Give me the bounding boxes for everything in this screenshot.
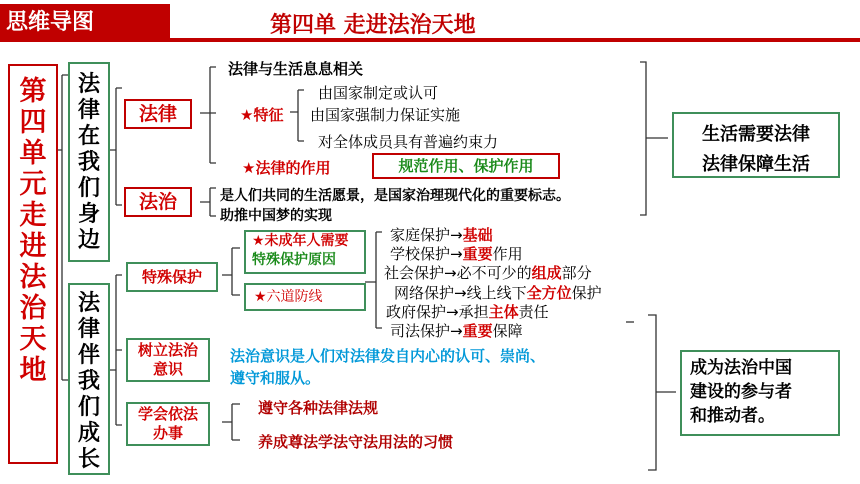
feature-label: ★特征 xyxy=(240,106,284,124)
awareness-label-1: 树立法治 xyxy=(137,341,198,359)
unit-label: 第四单元 走进法治天地 xyxy=(19,76,47,386)
special-reason-box xyxy=(244,230,366,274)
unit-label-box xyxy=(8,64,58,464)
lesson2-label: 法律伴我们成长 xyxy=(77,291,100,472)
awareness-box xyxy=(126,338,210,382)
feature-2: 由国家强制力保证实施 xyxy=(310,106,461,124)
law-role-label: ★法律的作用 xyxy=(242,159,331,177)
protection-line-2: 学校保护→重要作用 xyxy=(390,245,523,263)
lesson1-summary-2: 法律保障生活 xyxy=(702,154,810,175)
law-acts-item-1: 遵守各种法律法规 xyxy=(258,399,379,417)
lesson1-box xyxy=(68,62,110,262)
law-label: 法律 xyxy=(138,103,177,125)
law-role-value: 规范作用、保护作用 xyxy=(398,157,534,175)
law-acts-label-2: 办事 xyxy=(152,424,183,442)
lesson2-summary-3: 和推动者。 xyxy=(690,406,775,426)
awareness-label-2: 意识 xyxy=(152,360,183,378)
page-title: 第四单 走进法治天地 xyxy=(270,13,476,38)
law-acts-item-2: 养成尊法学法守法用法的习惯 xyxy=(258,433,454,451)
law-acts-box xyxy=(126,402,210,446)
lesson1-label: 法律在我们身边 xyxy=(77,72,100,253)
mind-map-tag: 思维导图 xyxy=(0,4,170,42)
awareness-desc-2: 遵守和服从。 xyxy=(230,369,321,387)
rule-box xyxy=(124,187,192,217)
six-lines-box xyxy=(244,283,366,311)
special-reason-2: 特殊保护原因 xyxy=(252,252,336,268)
protection-line-1: 家庭保护→基础 xyxy=(390,226,493,244)
special-box xyxy=(126,262,218,292)
rule-desc-1: 是人们共同的生活愿景，是国家治理现代化的重要标志。 xyxy=(220,188,570,204)
lesson1-summary-box xyxy=(672,112,840,178)
lesson2-box xyxy=(68,283,110,475)
protection-line-6: 司法保护→重要保障 xyxy=(390,322,523,340)
lesson2-summary-1: 成为法治中国 xyxy=(690,358,792,378)
six-lines-label: ★六道防线 xyxy=(254,289,323,305)
rule-desc-2: 助推中国梦的实现 xyxy=(220,208,332,224)
protection-line-3: 社会保护→必不可少的组成部分 xyxy=(384,264,592,282)
law-acts-label-1: 学会依法 xyxy=(137,405,198,423)
law-role-box xyxy=(372,153,560,179)
rule-label: 法治 xyxy=(138,191,177,213)
protection-line-4: 网络保护→线上线下全方位保护 xyxy=(394,284,602,302)
lesson1-summary-1: 生活需要法律 xyxy=(702,124,810,145)
protection-line-5: 政府保护→承担主体责任 xyxy=(386,303,549,321)
lesson2-summary-2: 建设的参与者 xyxy=(690,382,792,402)
feature-3: 对全体成员具有普遍约束力 xyxy=(318,133,499,151)
special-label: 特殊保护 xyxy=(141,268,202,286)
lesson2-summary-box xyxy=(680,350,840,436)
feature-1: 由国家制定或认可 xyxy=(318,84,439,102)
special-reason-1: ★未成年人需要 xyxy=(252,233,349,249)
law-item-life: 法律与生活息息相关 xyxy=(228,60,364,78)
law-box xyxy=(124,99,192,129)
awareness-desc-1: 法治意识是人们对法律发自内心的认可、崇尚、 xyxy=(230,347,546,365)
